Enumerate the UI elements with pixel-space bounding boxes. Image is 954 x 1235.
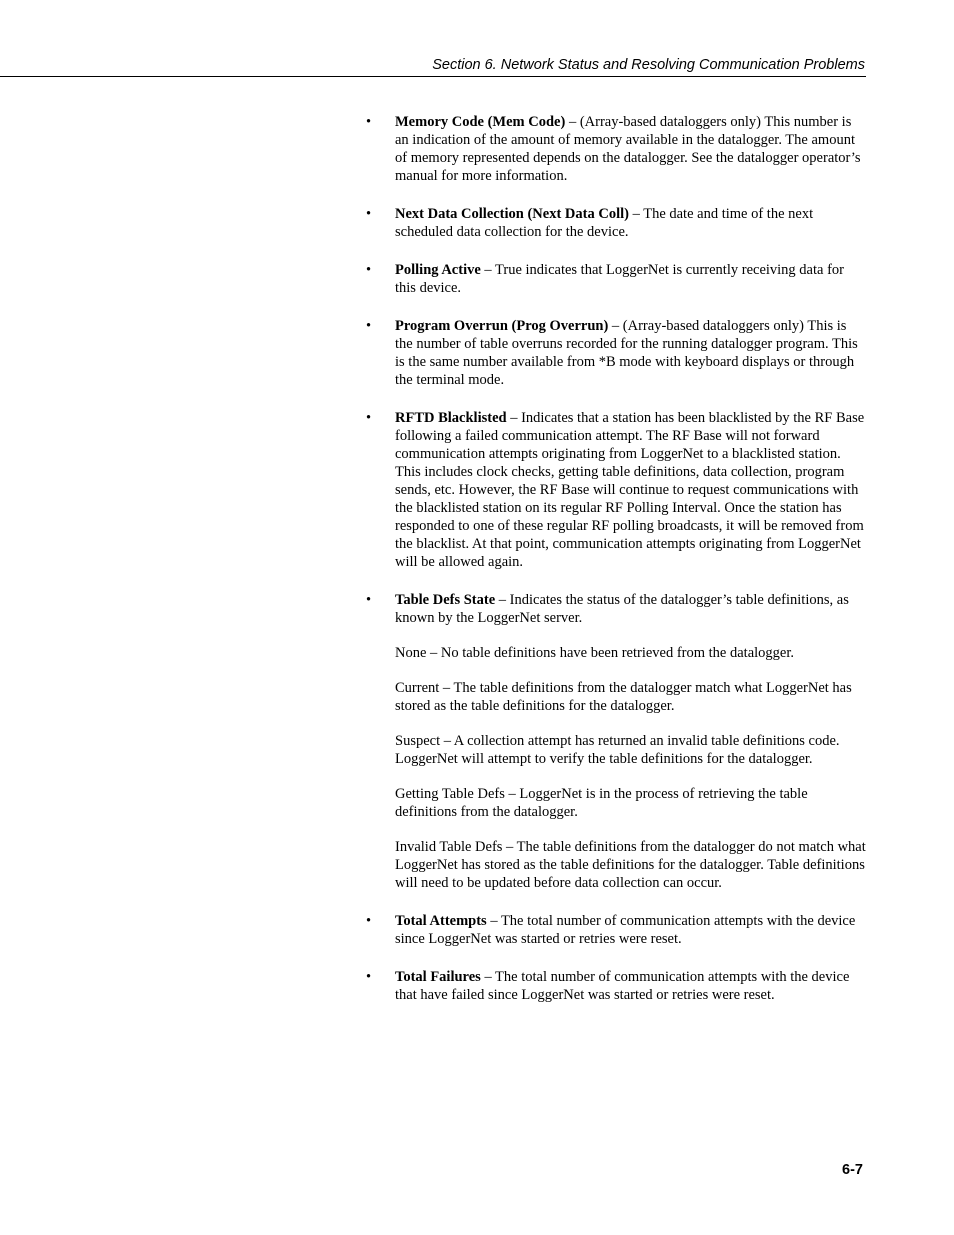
- list-item-total-failures: [365, 968, 867, 1004]
- state-invalid-table-defs: Invalid Table Defs – The table definitions from the datalogger do not match what LoggerNet has stored as the table definitions for the datalogger. Table definitions will need to be updated before data collection can occur.: [395, 839, 866, 891]
- state-none: None – No table definitions have been retrieved from the datalogger.: [395, 645, 795, 661]
- list-item-program-overrun: [365, 317, 867, 389]
- bullet-icon: •: [366, 592, 372, 608]
- item-paragraph: [395, 113, 867, 185]
- list-item-polling-active: [365, 261, 867, 297]
- item-term: RFTD Blacklisted: [395, 410, 507, 426]
- bullet-icon: •: [366, 114, 372, 130]
- state-suspect: Suspect – A collection attempt has returned an invalid table definitions code. LoggerNet will attempt to verify the table definitions for the datalogger.: [395, 733, 840, 767]
- item-description: – Indicates the status of the datalogger’s table definitions, as known by the LoggerNet server.: [395, 592, 849, 626]
- item-term: Total Failures: [395, 969, 481, 985]
- bullet-icon: •: [366, 410, 372, 426]
- item-description: – The total number of communication attempts with the device since LoggerNet was started or retries were reset.: [395, 913, 856, 947]
- list-item-next-data-collection: [365, 205, 867, 241]
- page-header: Section 6. Network Status and Resolving Communication Problems: [432, 57, 865, 73]
- item-description: – (Array-based dataloggers only) This number is an indication of the amount of memory available in the datalogger. The amount of memory represented depends on the datalogger. See the datalogger operator’s manual for more information.: [395, 114, 861, 184]
- item-description: – True indicates that LoggerNet is currently receiving data for this device.: [395, 262, 844, 296]
- item-term: Total Attempts: [395, 913, 487, 929]
- item-term: Program Overrun (Prog Overrun): [395, 318, 609, 334]
- item-paragraph: [395, 409, 867, 571]
- item-paragraph: [395, 205, 867, 241]
- item-description: – (Array-based dataloggers only) This is the number of table overruns recorded for the running datalogger program. This is the same number available from *B mode with keyboard displays or through the terminal mode.: [395, 318, 858, 388]
- item-term: Memory Code (Mem Code): [395, 114, 566, 130]
- bullet-icon: •: [366, 969, 372, 985]
- list-item-total-attempts: [365, 912, 867, 948]
- definition-list: [365, 113, 867, 1004]
- item-term: Next Data Collection (Next Data Coll): [395, 206, 629, 222]
- state-current: Current – The table definitions from the datalogger match what LoggerNet has stored as the table definitions for the datalogger.: [395, 680, 852, 714]
- bullet-icon: •: [366, 913, 372, 929]
- page-number: 6-7: [842, 1162, 863, 1178]
- bullet-icon: •: [366, 262, 372, 278]
- item-paragraph: [395, 261, 867, 297]
- header-divider: [0, 76, 866, 77]
- bullet-icon: •: [366, 318, 372, 334]
- item-term: Table Defs State: [395, 592, 496, 608]
- item-paragraph: [395, 968, 867, 1004]
- item-description: – The total number of communication attempts with the device that have failed since LoggerNet was started or retries were reset.: [395, 969, 850, 1003]
- list-item-table-defs-state: [365, 591, 867, 892]
- list-item-rftd-blacklisted: [365, 409, 867, 571]
- item-paragraph: [395, 912, 867, 948]
- item-description: – Indicates that a station has been blacklisted by the RF Base following a failed communication attempt. The RF Base will not forward communication attempts originating from LoggerNet to a blacklisted station. This includes clock checks, getting table definitions, data collection, program sends, etc. However, the RF Base will continue to request communications with the blacklisted station on its regular RF Polling Interval. Once the station has responded to one of these regular RF polling broadcasts, it will be removed from the blacklist. At that point, communication attempts originating from LoggerNet will be allowed again.: [395, 410, 865, 570]
- bullet-icon: •: [366, 206, 372, 222]
- state-getting-table-defs: Getting Table Defs – LoggerNet is in the process of retrieving the table definitions from the datalogger.: [395, 786, 808, 820]
- item-paragraph: [395, 591, 867, 627]
- item-term: Polling Active: [395, 262, 481, 278]
- item-paragraph: [395, 317, 867, 389]
- list-item-memory-code: [365, 113, 867, 185]
- item-description: – The date and time of the next scheduled data collection for the device.: [395, 206, 814, 240]
